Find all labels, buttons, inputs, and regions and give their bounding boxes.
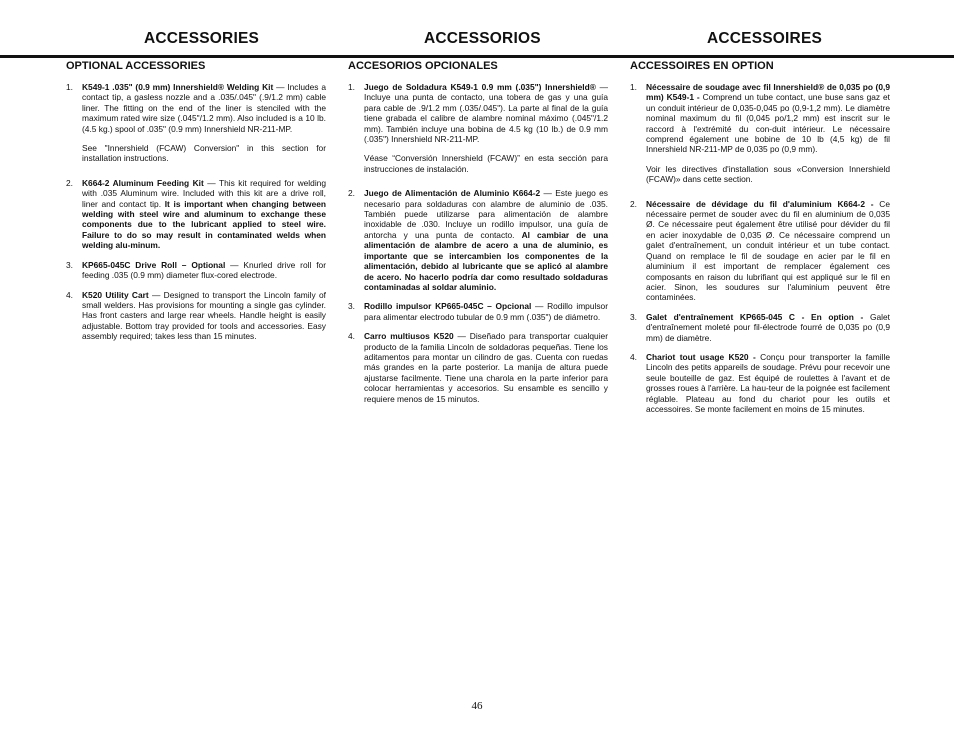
item-title: Nécessaire de dévidage du fil d'aluminium K664-2 - (646, 198, 874, 209)
item-text: Galet d'entraînement moleté pour fil-électrode fourré de 0,035 po (0,9 mm) de diamètre. (646, 311, 890, 343)
header-title-english: ACCESSORIES (144, 30, 260, 47)
item-text: — Rodillo impulsor para alimentar electrodo tubular de 0.9 mm (.035") de diámetro. (364, 301, 608, 322)
item-title: Juego de Alimentación de Aluminio K664-2 (364, 188, 541, 199)
conversion-note: See "Innershield (FCAW) Conversion" in this section for installation instructions. (82, 143, 326, 164)
list-item (630, 352, 890, 414)
item-title: Juego de Soldadura K549-1 0.9 mm (.035") Innershield® (364, 82, 596, 92)
item-text: Comprend un tube contact, une buse sans gaz et un conduit intérieur de 0,035-0,045 po (0,9-1,2 mm). Le diamètre nominal maximum du fil (0,045 po/1,2 mm) est inscrit sur le raccord à l'extrémité du con-duit intérieur. Le nécessaire comprend également une bobine de 10 lb (4,5 kg) de fil Innershield NR-211-MP de 0,035 po (0,9 mm). (646, 92, 890, 155)
item-title: K549-1 .035" (0.9 mm) Innershield® Welding Kit (82, 82, 274, 92)
page-header (0, 0, 954, 60)
item-warning: Al cambiar de una alimentación de alambre de acero a una de aluminio, es importante que se intercambien los componentes de la alimentación, debido al lubricante que se aplicó al alambre de acero. No hacerlo podría dar como resultado soldaduras contaminadas al soldar aluminio. (364, 229, 608, 292)
item-title: Chariot tout usage K520 - (646, 351, 756, 362)
list-item (630, 312, 890, 343)
item-text: — Incluye una punta de contacto, una tobera de gas y una guía para cable de .9/1.2 mm (.035/.045"). La parte al final de la guía tiene grabada el calibre de alambre nominal máximo (.045"/1.2 mm). También incluye una bobina de 4.5 kg (10 lb.) de 0.9 mm (.035") Innershield NR-211-MP. (364, 82, 608, 145)
item-text: — Diseñado para transportar cualquier producto de la familia Lincoln de soldadoras pequeñas. Tiene los aditamentos para montar un cilindro de gas. Cuenta con ruedas más grandes en la parte posterior. La manija de altura puede ajustarse facilmente. Tiene una charola en la parte inferior para colocar herramientas y accesorios. Su ensamble es sencillo y requiere menos de 15 minutos. (364, 331, 608, 404)
list-item (66, 178, 326, 251)
item-title: KP665-045C Drive Roll – Optional (82, 259, 226, 270)
item-number: 2. (348, 188, 355, 199)
item-number: 3. (630, 311, 637, 322)
section-heading-spanish: ACCESORIOS OPCIONALES (348, 60, 498, 72)
list-item (66, 82, 326, 134)
section-heading-english: OPTIONAL ACCESSORIES (66, 60, 206, 72)
item-title: Nécessaire de soudage avec fil Innershield® de 0,035 po (0,9 mm) K549-1 - (646, 82, 890, 103)
item-text: — Designed to transport the Lincoln family of small welders. Has provisions for mounting a single gas cylinder. Has front casters and large rear wheels. Handle height is easily adjustable. Bottom tray provided for tools and accessories. Easy assembly required; takes less than 15 minutes. (82, 289, 326, 342)
item-number: 2. (66, 177, 73, 188)
column-french (630, 60, 890, 423)
item-text: Ce nécessaire permet de souder avec du fil en aluminium de 0,035 Ø. Ce nécessaire peut également être utilisé pour dévider du fil en acier inoxydable de 0,035 Ø. Ce nécessaire comprend un galet d'entraînement, un conduit intérieur et un tube contact. Quand on remplace le fil de soudage en acier par le fil en aluminium il est important de remplacer également ces composants en raison du lubrifiant qui est appliqué sur le fil en acier. Sinon, les soudures sur l'aluminium peuvent être contaminées. (646, 198, 890, 303)
header-title-french: ACCESSOIRES (707, 30, 823, 47)
section-heading-french: ACCESSOIRES EN OPTION (630, 60, 774, 72)
item-text: Conçu pour transporter la famille Lincoln des petits appareils de soudage. Prévu pour recevoir une seule bouteille de gaz. Est équipé de roulettes à l'avant et de grosses roues à l'arrière. La hau-teur de la poignée est facilement réglable. Plateau au fond du chariot pour les outils et accessoires. Se monte facilement en moins de 15 minutes. (646, 351, 890, 414)
item-number: 4. (630, 351, 637, 362)
item-text: — Knurled drive roll for feeding .035 (0.9 mm) diameter flux-cored electrode. (82, 259, 326, 281)
item-number: 3. (66, 259, 73, 270)
item-number: 1. (66, 82, 73, 92)
item-number: 1. (630, 82, 637, 92)
item-title: Carro multiusos K520 (364, 331, 454, 342)
item-number: 2. (630, 198, 637, 209)
item-title: K520 Utility Cart (82, 289, 149, 300)
item-number: 1. (348, 82, 355, 92)
item-number: 4. (66, 289, 73, 300)
list-item (66, 260, 326, 281)
page-number: 46 (471, 700, 483, 712)
list-item (630, 82, 890, 155)
column-english (66, 60, 326, 351)
item-text: — Includes a contact tip, a gasless nozzle and a .035/.045" (.9/1.2 mm) cable liner. The fitting on the end of the liner is stenciled with the maximum rated wire size (.045"/1.2 mm). Also included is a 10 lb. (4.5 kg.) spool of .035" (0.9 mm) Innershield NR-211-MP. (82, 82, 326, 134)
item-warning: It is important when changing between welding with steel wire and aluminum to exchange these components due to the lubricant applied to steel wire. Failure to do so may result in contaminated welds when welding alu-minum. (82, 198, 326, 251)
item-title: K664-2 Aluminum Feeding Kit (82, 177, 204, 188)
item-title: Galet d'entraînement KP665-045 C - En option - (646, 311, 864, 322)
list-item (348, 301, 608, 322)
column-spanish (348, 60, 608, 413)
item-number: 4. (348, 331, 355, 342)
list-item (630, 199, 890, 303)
list-item (348, 188, 608, 292)
header-rule (0, 55, 954, 58)
item-number: 3. (348, 301, 355, 312)
conversion-note: Voir les directives d'installation sous «Conversion Innershield (FCAW)» dans cette section. (646, 163, 890, 185)
list-item (66, 290, 326, 342)
list-item (348, 82, 608, 144)
list-item (348, 331, 608, 404)
item-title: Rodillo impulsor KP665-045C – Opcional (364, 301, 532, 312)
conversion-note: Véase “Conversión Innershield (FCAW)” en esta sección para instrucciones de instalación. (364, 153, 608, 174)
item-text: — Este juego es necesario para soldaduras con alambre de aluminio de .035. También puede utilizarse para alimentación de alambre inoxidable de .030. Incluye un rodillo impulsor, una guía de antorcha y una punta de contacto. (364, 188, 608, 240)
header-title-spanish: ACCESSORIOS (424, 30, 541, 47)
item-text: — This kit required for welding with .035 Aluminum wire. Included with this kit are a drive roll, liner and contact tip. (82, 177, 326, 209)
